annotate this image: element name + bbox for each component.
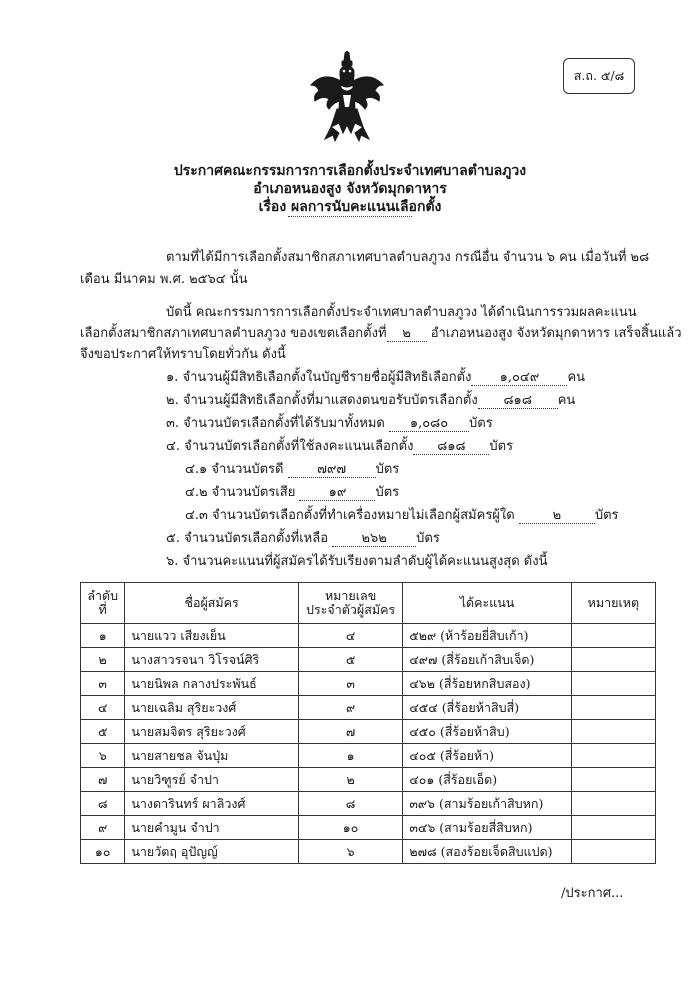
cell-note — [571, 648, 655, 672]
item-4-1-label: ๔.๑ จำนวนบัตรดี — [185, 462, 284, 477]
cell-votes: ๔๖๒ (สี่ร้อยหกสิบสอง) — [403, 672, 571, 696]
table-row — [81, 768, 656, 792]
cell-candidate-number: ๒ — [298, 768, 403, 792]
cell-candidate-name: นายเฉลิม สุริยะวงศ์ — [125, 696, 298, 720]
form-code: ส.ถ. ๕/๘ — [563, 58, 635, 94]
cell-note — [571, 624, 655, 648]
table-row — [81, 792, 656, 816]
cell-order: ๑๐ — [81, 840, 125, 864]
cell-note — [571, 816, 655, 840]
table-header-row — [81, 583, 656, 624]
item-4-1-value: ๗๙๗ — [288, 463, 376, 478]
cell-votes: ๒๗๘ (สองร้อยเจ็ดสิบแปด) — [403, 840, 571, 864]
item-2-label: ๒. จำนวนผู้มีสิทธิเลือกตั้งที่มาแสดงตนขอรับบัตรเลือกตั้ง — [166, 393, 478, 408]
header-order-line1: ลำดับ — [87, 588, 119, 603]
item-4-2-unit: บัตร — [375, 485, 400, 500]
table-row — [81, 840, 656, 864]
announcement-subject: เรื่อง ผลการนับคะแนนเลือกตั้ง — [258, 199, 442, 215]
cell-order: ๓ — [81, 672, 125, 696]
cell-votes: ๔๙๗ (สี่ร้อยเก้าสิบเจ็ด) — [403, 648, 571, 672]
item-4-1 — [185, 462, 399, 478]
garuda-emblem-icon — [309, 51, 385, 143]
item-4-3-value: ๒ — [519, 509, 595, 524]
item-5-value: ๒๖๒ — [332, 532, 416, 547]
item-4-2-label: ๔.๒ จำนวนบัตรเสีย — [185, 485, 296, 500]
header-number-line2: ประจำตัวผู้สมัคร — [306, 602, 396, 617]
item-4-label: ๔. จำนวนบัตรเลือกตั้งที่ใช้ลงคะแนนเลือกตั้ง — [166, 439, 414, 454]
cell-candidate-name: นายนิพล กลางประพันธ์ — [125, 672, 298, 696]
item-4-2 — [185, 485, 399, 501]
item-4-1-unit: บัตร — [375, 462, 400, 477]
district-number: ๒ — [387, 327, 427, 342]
cell-candidate-number: ๖ — [298, 840, 403, 864]
header-order-line2: ที่ — [98, 602, 107, 617]
cell-order: ๑ — [81, 624, 125, 648]
item-3 — [166, 416, 493, 432]
header-order — [81, 583, 125, 624]
header-number-line1: หมายเลข — [324, 588, 377, 603]
header-votes: ได้คะแนน — [403, 583, 571, 624]
cell-votes: ๔๕๐ (สี่ร้อยห้าสิบ) — [403, 720, 571, 744]
cell-candidate-name: นายวัตฤ อุปัญญ์ — [125, 840, 298, 864]
item-1 — [166, 370, 585, 386]
cell-candidate-name: นางดารินทร์ ผาลิวงศ์ — [125, 792, 298, 816]
cell-candidate-number: ๑ — [298, 744, 403, 768]
cell-order: ๘ — [81, 792, 125, 816]
results-table — [80, 582, 656, 864]
cell-order: ๕ — [81, 720, 125, 744]
continued-marker: /ประกาศ... — [561, 886, 624, 901]
table-row — [81, 648, 656, 672]
header-candidate-number — [298, 583, 403, 624]
item-4-value: ๘๑๘ — [413, 440, 489, 455]
cell-candidate-name: นายคำมูน จำปา — [125, 816, 298, 840]
item-1-label: ๑. จำนวนผู้มีสิทธิเลือกตั้งในบัญชีรายชื่อผู้มีสิทธิเลือกตั้ง — [166, 370, 472, 385]
item-4 — [166, 439, 513, 455]
table-row — [81, 744, 656, 768]
item-5-label: ๕. จำนวนบัตรเลือกตั้งที่เหลือ — [166, 531, 329, 546]
intro-p2-line3: จึงขอประกาศให้ทราบโดยทั่วกัน ดังนี้ — [80, 347, 286, 362]
cell-candidate-name: นายแวว เสียงเย็น — [125, 624, 298, 648]
item-4-2-value: ๑๙ — [299, 486, 375, 501]
cell-order: ๖ — [81, 744, 125, 768]
header-candidate-name: ชื่อผู้สมัคร — [125, 583, 298, 624]
table-row — [81, 696, 656, 720]
table-row — [81, 672, 656, 696]
item-4-3-label: ๔.๓ จำนวนบัตรเลือกตั้งที่ทำเครื่องหมายไม่เลือกผู้สมัครผู้ใด — [185, 508, 515, 523]
cell-order: ๔ — [81, 696, 125, 720]
intro-p2-text-post: อำเภอหนองสูง จังหวัดมุกดาหาร เสร็จสิ้นแล้ว — [430, 326, 682, 341]
cell-votes: ๔๐๑ (สี่ร้อยเอ็ด) — [403, 768, 571, 792]
intro-p1-line1: ตามที่ได้มีการเลือกตั้งสมาชิกสภาเทศบาลตำบลภูวง กรณีอื่น จำนวน ๖ คน เมื่อวันที่ ๒๘ — [166, 250, 650, 265]
cell-votes: ๕๒๙ (ห้าร้อยยี่สิบเก้า) — [403, 624, 571, 648]
announcement-location: อำเภอหนองสูง จังหวัดมุกดาหาร — [253, 181, 447, 197]
item-1-unit: คน — [567, 370, 586, 385]
header-note: หมายเหตุ — [571, 583, 655, 624]
cell-note — [571, 768, 655, 792]
item-3-value: ๑,๐๘๐ — [389, 417, 469, 432]
cell-candidate-number: ๗ — [298, 720, 403, 744]
cell-candidate-number: ๔ — [298, 624, 403, 648]
cell-note — [571, 672, 655, 696]
item-6: ๖. จำนวนคะแนนที่ผู้สมัครได้รับเรียงตามลำดับผู้ได้คะแนนสูงสุด ดังนี้ — [166, 554, 548, 569]
cell-order: ๗ — [81, 768, 125, 792]
item-2-value: ๘๑๘ — [478, 394, 558, 409]
cell-note — [571, 720, 655, 744]
cell-candidate-name: นายวิฑูรย์ จำปา — [125, 768, 298, 792]
item-4-unit: บัตร — [489, 439, 514, 454]
cell-order: ๒ — [81, 648, 125, 672]
item-4-3 — [185, 508, 619, 524]
item-1-value: ๑,๐๔๙ — [471, 371, 567, 386]
cell-note — [571, 840, 655, 864]
cell-candidate-number: ๓ — [298, 672, 403, 696]
item-5 — [166, 531, 440, 547]
intro-p2-line2 — [80, 326, 682, 342]
table-row — [81, 624, 656, 648]
cell-candidate-number: ๘ — [298, 792, 403, 816]
title-divider — [288, 216, 412, 217]
cell-votes: ๔๐๕ (สี่ร้อยห้า) — [403, 744, 571, 768]
intro-p2-text: เลือกตั้งสมาชิกสภาเทศบาลตำบลภูวง ของเขตเลือกตั้งที่ — [80, 326, 387, 341]
cell-candidate-name: นายสมจิตร สุริยะวงศ์ — [125, 720, 298, 744]
cell-candidate-name: นางสาวรจนา วิโรจน์ศิริ — [125, 648, 298, 672]
item-3-unit: บัตร — [469, 416, 493, 431]
item-4-3-unit: บัตร — [594, 508, 619, 523]
cell-votes: ๔๕๔ (สี่ร้อยห้าสิบสี่) — [403, 696, 571, 720]
intro-p1-line2: เดือน มีนาคม พ.ศ. ๒๕๖๔ นั้น — [80, 272, 248, 287]
item-2 — [166, 393, 575, 409]
cell-votes: ๓๙๖ (สามร้อยเก้าสิบหก) — [403, 792, 571, 816]
cell-candidate-number: ๕ — [298, 648, 403, 672]
cell-candidate-number: ๙ — [298, 696, 403, 720]
cell-note — [571, 744, 655, 768]
item-3-label: ๓. จำนวนบัตรเลือกตั้งที่ได้รับมาทั้งหมด — [166, 416, 385, 431]
table-row — [81, 720, 656, 744]
cell-votes: ๓๔๖ (สามร้อยสี่สิบหก) — [403, 816, 571, 840]
cell-candidate-name: นายสายชล จันปุ่ม — [125, 744, 298, 768]
item-5-unit: บัตร — [416, 531, 440, 546]
cell-order: ๙ — [81, 816, 125, 840]
cell-note — [571, 792, 655, 816]
item-2-unit: คน — [557, 393, 576, 408]
announcement-title: ประกาศคณะกรรมการการเลือกตั้งประจำเทศบาลตำบลภูวง — [173, 163, 527, 179]
cell-note — [571, 696, 655, 720]
table-row — [81, 816, 656, 840]
intro-p2-line1: บัดนี้ คณะกรรมการการเลือกตั้งประจำเทศบาลตำบลภูวง ได้ดำเนินการรวมผลคะแนน — [166, 305, 637, 320]
cell-candidate-number: ๑๐ — [298, 816, 403, 840]
